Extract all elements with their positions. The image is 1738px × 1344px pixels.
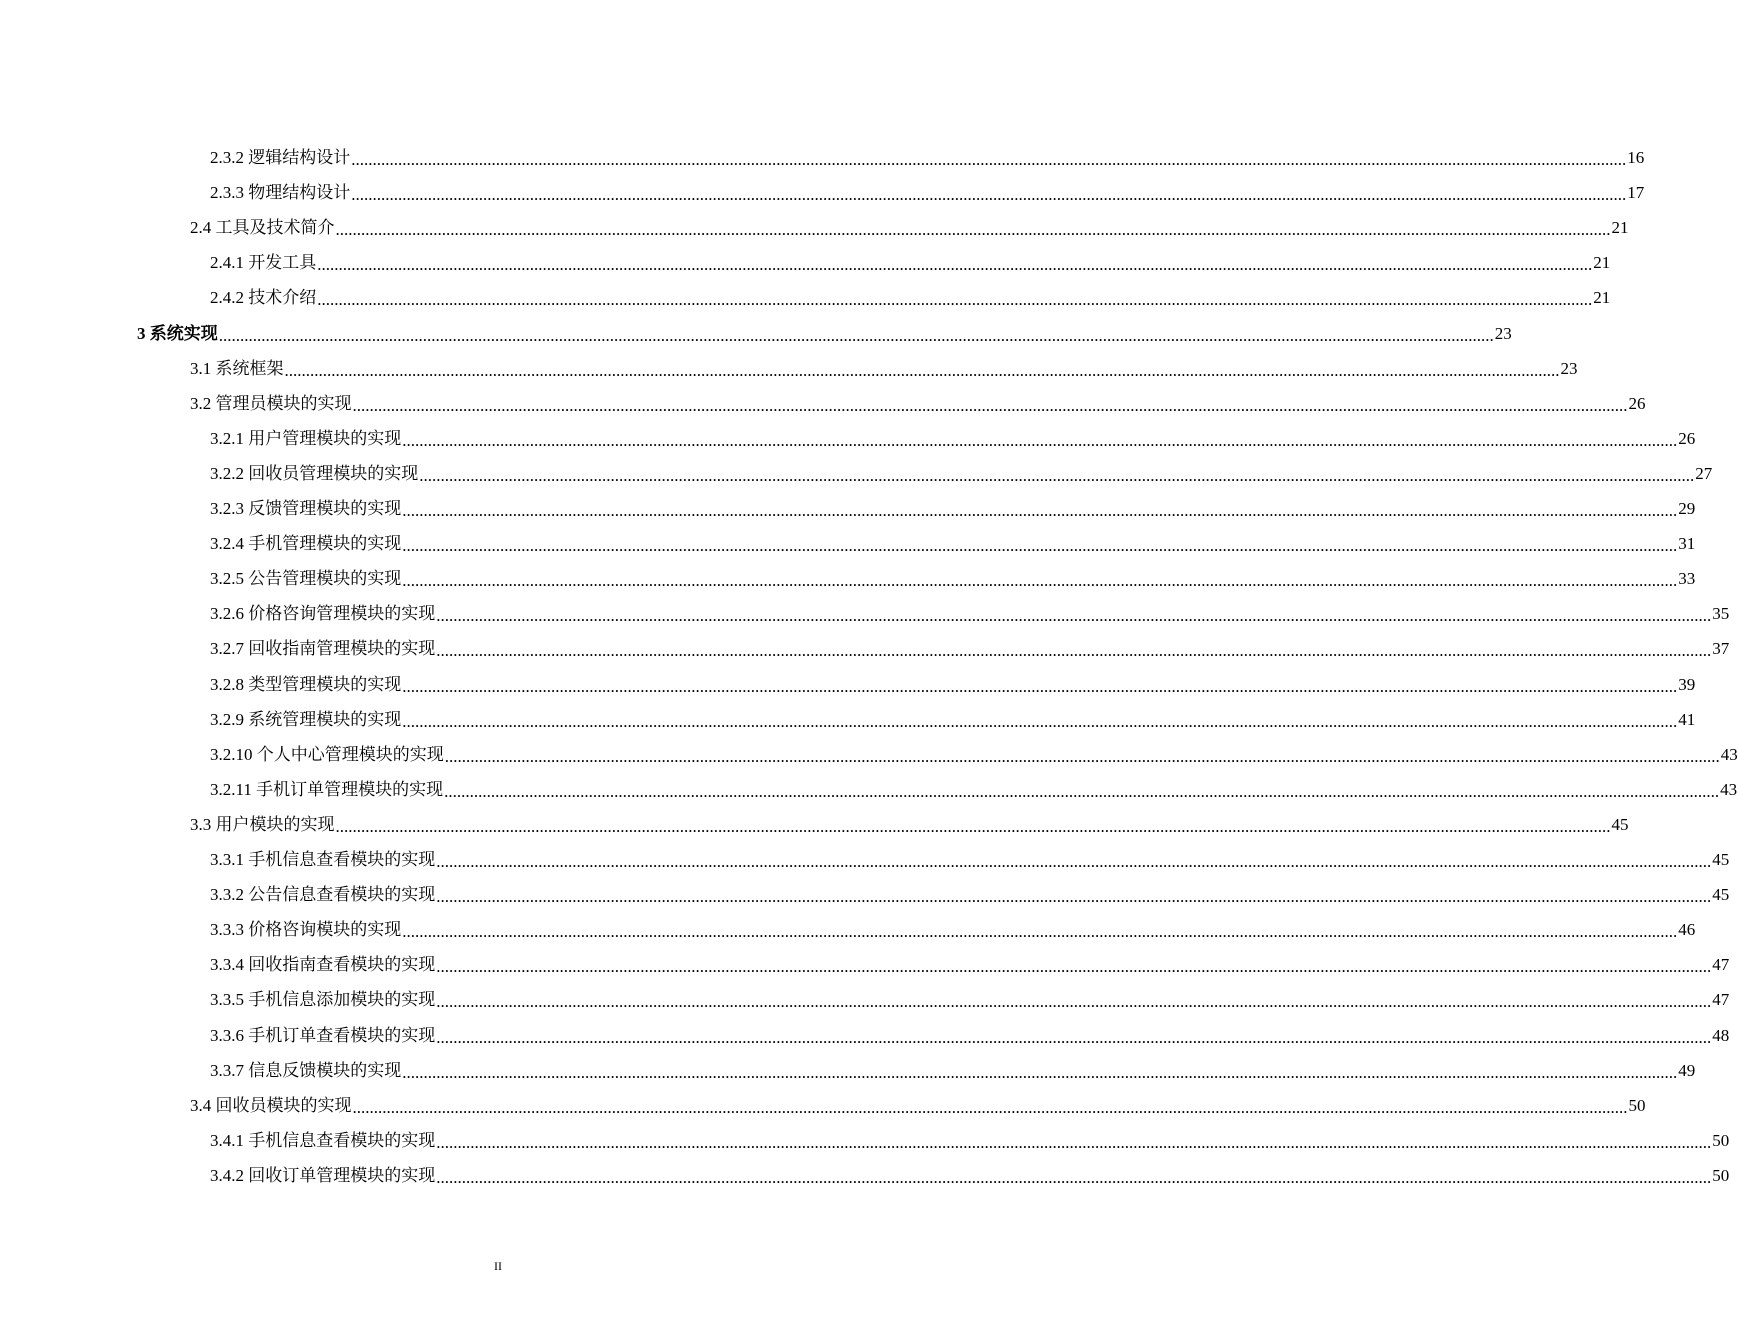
- toc-entry[interactable]: [210, 912, 1696, 947]
- toc-entry[interactable]: [210, 982, 1730, 1017]
- toc-entry-page: 50: [1712, 1131, 1730, 1150]
- toc-entry-label: 3.3.3 价格咨询模块的实现: [210, 920, 402, 939]
- dot-leader: ............................................................................................................................................................................................................................................................................................................: [436, 1133, 1712, 1152]
- toc-entry[interactable]: [210, 456, 1713, 491]
- toc-entry[interactable]: [190, 386, 1646, 421]
- dot-leader: ............................................................................................................................................................................................................................................................................................................: [402, 431, 1678, 450]
- toc-entry-page: 43: [1720, 780, 1738, 799]
- dot-leader: ............................................................................................................................................................................................................................................................................................................: [436, 606, 1712, 625]
- toc-entry-label: 3.3.5 手机信息添加模块的实现: [210, 990, 436, 1009]
- toc-entry[interactable]: [210, 140, 1645, 175]
- dot-leader: ............................................................................................................................................................................................................................................................................................................: [436, 887, 1712, 906]
- toc-entry-page: 17: [1627, 183, 1645, 202]
- toc-entry-label: 3.4.2 回收订单管理模块的实现: [210, 1166, 436, 1185]
- toc-entry-page: 23: [1560, 359, 1578, 378]
- toc-entry[interactable]: [210, 947, 1730, 982]
- toc-entry-label: 3.2.8 类型管理模块的实现: [210, 675, 402, 694]
- toc-entry-label: 3.2.5 公告管理模块的实现: [210, 569, 402, 588]
- toc-entry[interactable]: [210, 1053, 1696, 1088]
- toc-entry[interactable]: [210, 772, 1738, 807]
- dot-leader: ............................................................................................................................................................................................................................................................................................................: [352, 396, 1628, 415]
- toc-entry-label: 2.3.2 逻辑结构设计: [210, 148, 351, 167]
- toc-entry-label: 3.2 管理员模块的实现: [190, 394, 352, 413]
- toc-entry[interactable]: [190, 351, 1578, 386]
- toc-entry-label: 3.2.10 个人中心管理模块的实现: [210, 745, 444, 764]
- toc-entry-page: 50: [1628, 1096, 1646, 1115]
- toc-entry[interactable]: [190, 807, 1629, 842]
- dot-leader: ............................................................................................................................................................................................................................................................................................................: [335, 817, 1611, 836]
- toc-entry-page: 47: [1712, 990, 1730, 1009]
- toc-entry[interactable]: [210, 596, 1730, 631]
- toc-entry-label: 3.2.6 价格咨询管理模块的实现: [210, 604, 436, 623]
- toc-entry-page: 43: [1720, 745, 1738, 764]
- page-number: II: [494, 1259, 502, 1273]
- toc-entry-page: 41: [1678, 710, 1696, 729]
- dot-leader: ............................................................................................................................................................................................................................................................................................................: [402, 712, 1678, 731]
- toc-entry-label: 2.3.3 物理结构设计: [210, 183, 351, 202]
- toc-entry-page: 33: [1678, 569, 1696, 588]
- dot-leader: ............................................................................................................................................................................................................................................................................................................: [335, 220, 1611, 239]
- toc-entry[interactable]: [210, 421, 1696, 456]
- toc-entry-label: 2.4 工具及技术简介: [190, 218, 335, 237]
- toc-entry[interactable]: [190, 210, 1629, 245]
- dot-leader: ............................................................................................................................................................................................................................................................................................................: [436, 1028, 1712, 1047]
- toc-entry[interactable]: [210, 175, 1645, 210]
- dot-leader: ............................................................................................................................................................................................................................................................................................................: [317, 290, 1593, 309]
- toc-entry-page: 50: [1712, 1166, 1730, 1185]
- toc-entry-page: 47: [1712, 955, 1730, 974]
- dot-leader: ............................................................................................................................................................................................................................................................................................................: [436, 957, 1712, 976]
- toc-entry-label: 3.4 回收员模块的实现: [190, 1096, 352, 1115]
- toc-entry[interactable]: [210, 702, 1696, 737]
- toc-entry-page: 21: [1593, 253, 1611, 272]
- dot-leader: ............................................................................................................................................................................................................................................................................................................: [402, 677, 1678, 696]
- dot-leader: ............................................................................................................................................................................................................................................................................................................: [402, 922, 1678, 941]
- toc-entry[interactable]: [210, 280, 1611, 315]
- toc-entry[interactable]: [210, 737, 1738, 772]
- toc-entry-page: 45: [1611, 815, 1629, 834]
- toc-entry[interactable]: [210, 561, 1696, 596]
- dot-leader: ............................................................................................................................................................................................................................................................................................................: [402, 501, 1678, 520]
- toc-entry[interactable]: [210, 1158, 1730, 1193]
- toc-entry-page: 45: [1712, 850, 1730, 869]
- toc-entry-label: 3.1 系统框架: [190, 359, 284, 378]
- toc-entry-page: 27: [1695, 464, 1713, 483]
- dot-leader: ............................................................................................................................................................................................................................................................................................................: [419, 466, 1695, 485]
- toc-entry-page: 29: [1678, 499, 1696, 518]
- toc-entry-page: 35: [1712, 604, 1730, 623]
- toc-entry[interactable]: [137, 316, 1512, 351]
- toc-entry-label: 2.4.1 开发工具: [210, 253, 317, 272]
- toc-entry[interactable]: [210, 667, 1696, 702]
- toc-entry-page: 46: [1678, 920, 1696, 939]
- dot-leader: ............................................................................................................................................................................................................................................................................................................: [402, 536, 1678, 555]
- toc-entry[interactable]: [210, 877, 1730, 912]
- toc-entry-label: 3.2.1 用户管理模块的实现: [210, 429, 402, 448]
- dot-leader: ............................................................................................................................................................................................................................................................................................................: [436, 992, 1712, 1011]
- dot-leader: ............................................................................................................................................................................................................................................................................................................: [402, 1063, 1678, 1082]
- dot-leader: ............................................................................................................................................................................................................................................................................................................: [284, 361, 1560, 380]
- toc-entry-page: 48: [1712, 1026, 1730, 1045]
- toc-entry[interactable]: [210, 526, 1696, 561]
- toc-entry[interactable]: [190, 1088, 1646, 1123]
- dot-leader: ............................................................................................................................................................................................................................................................................................................: [402, 571, 1678, 590]
- toc-entry-label: 3.3.6 手机订单查看模块的实现: [210, 1026, 436, 1045]
- dot-leader: ............................................................................................................................................................................................................................................................................................................: [218, 326, 1494, 345]
- toc-entry-page: 26: [1678, 429, 1696, 448]
- toc-entry-label: 3 系统实现: [137, 324, 218, 343]
- toc-entry-label: 3.2.4 手机管理模块的实现: [210, 534, 402, 553]
- toc-entry-label: 2.4.2 技术介绍: [210, 288, 317, 307]
- toc-entry-page: 21: [1593, 288, 1611, 307]
- toc-entry[interactable]: [210, 1018, 1730, 1053]
- toc-entry-page: 21: [1611, 218, 1629, 237]
- toc-entry-label: 3.2.9 系统管理模块的实现: [210, 710, 402, 729]
- toc-entry-label: 3.3.2 公告信息查看模块的实现: [210, 885, 436, 904]
- toc-entry-page: 16: [1627, 148, 1645, 167]
- toc-entry[interactable]: [210, 1123, 1730, 1158]
- toc-entry-page: 23: [1494, 324, 1512, 343]
- toc-entry-label: 3.2.3 反馈管理模块的实现: [210, 499, 402, 518]
- dot-leader: ............................................................................................................................................................................................................................................................................................................: [351, 150, 1627, 169]
- toc-entry-page: 37: [1712, 639, 1730, 658]
- toc-entry-page: 39: [1678, 675, 1696, 694]
- dot-leader: ............................................................................................................................................................................................................................................................................................................: [436, 1168, 1712, 1187]
- dot-leader: ............................................................................................................................................................................................................................................................................................................: [317, 255, 1593, 274]
- dot-leader: ............................................................................................................................................................................................................................................................................................................: [444, 747, 1720, 766]
- dot-leader: ............................................................................................................................................................................................................................................................................................................: [436, 641, 1712, 660]
- toc-entry-page: 49: [1678, 1061, 1696, 1080]
- toc-entry-page: 26: [1628, 394, 1646, 413]
- toc-entry-label: 3.3.7 信息反馈模块的实现: [210, 1061, 402, 1080]
- toc-entry-page: 45: [1712, 885, 1730, 904]
- toc-entry[interactable]: [210, 842, 1730, 877]
- toc-entry-label: 3.3.4 回收指南查看模块的实现: [210, 955, 436, 974]
- toc-entry[interactable]: [210, 631, 1730, 666]
- toc-entry-label: 3.2.7 回收指南管理模块的实现: [210, 639, 436, 658]
- toc-entry-label: 3.3 用户模块的实现: [190, 815, 335, 834]
- toc-entry-label: 3.2.11 手机订单管理模块的实现: [210, 780, 444, 799]
- toc-entry-page: 31: [1678, 534, 1696, 553]
- toc-entry[interactable]: [210, 491, 1696, 526]
- dot-leader: ............................................................................................................................................................................................................................................................................................................: [351, 185, 1627, 204]
- dot-leader: ............................................................................................................................................................................................................................................................................................................: [444, 782, 1720, 801]
- toc-entry-label: 3.3.1 手机信息查看模块的实现: [210, 850, 436, 869]
- toc-entry-label: 3.2.2 回收员管理模块的实现: [210, 464, 419, 483]
- toc-entry[interactable]: [210, 245, 1611, 280]
- dot-leader: ............................................................................................................................................................................................................................................................................................................: [352, 1098, 1628, 1117]
- dot-leader: ............................................................................................................................................................................................................................................................................................................: [436, 852, 1712, 871]
- toc-entry-label: 3.4.1 手机信息查看模块的实现: [210, 1131, 436, 1150]
